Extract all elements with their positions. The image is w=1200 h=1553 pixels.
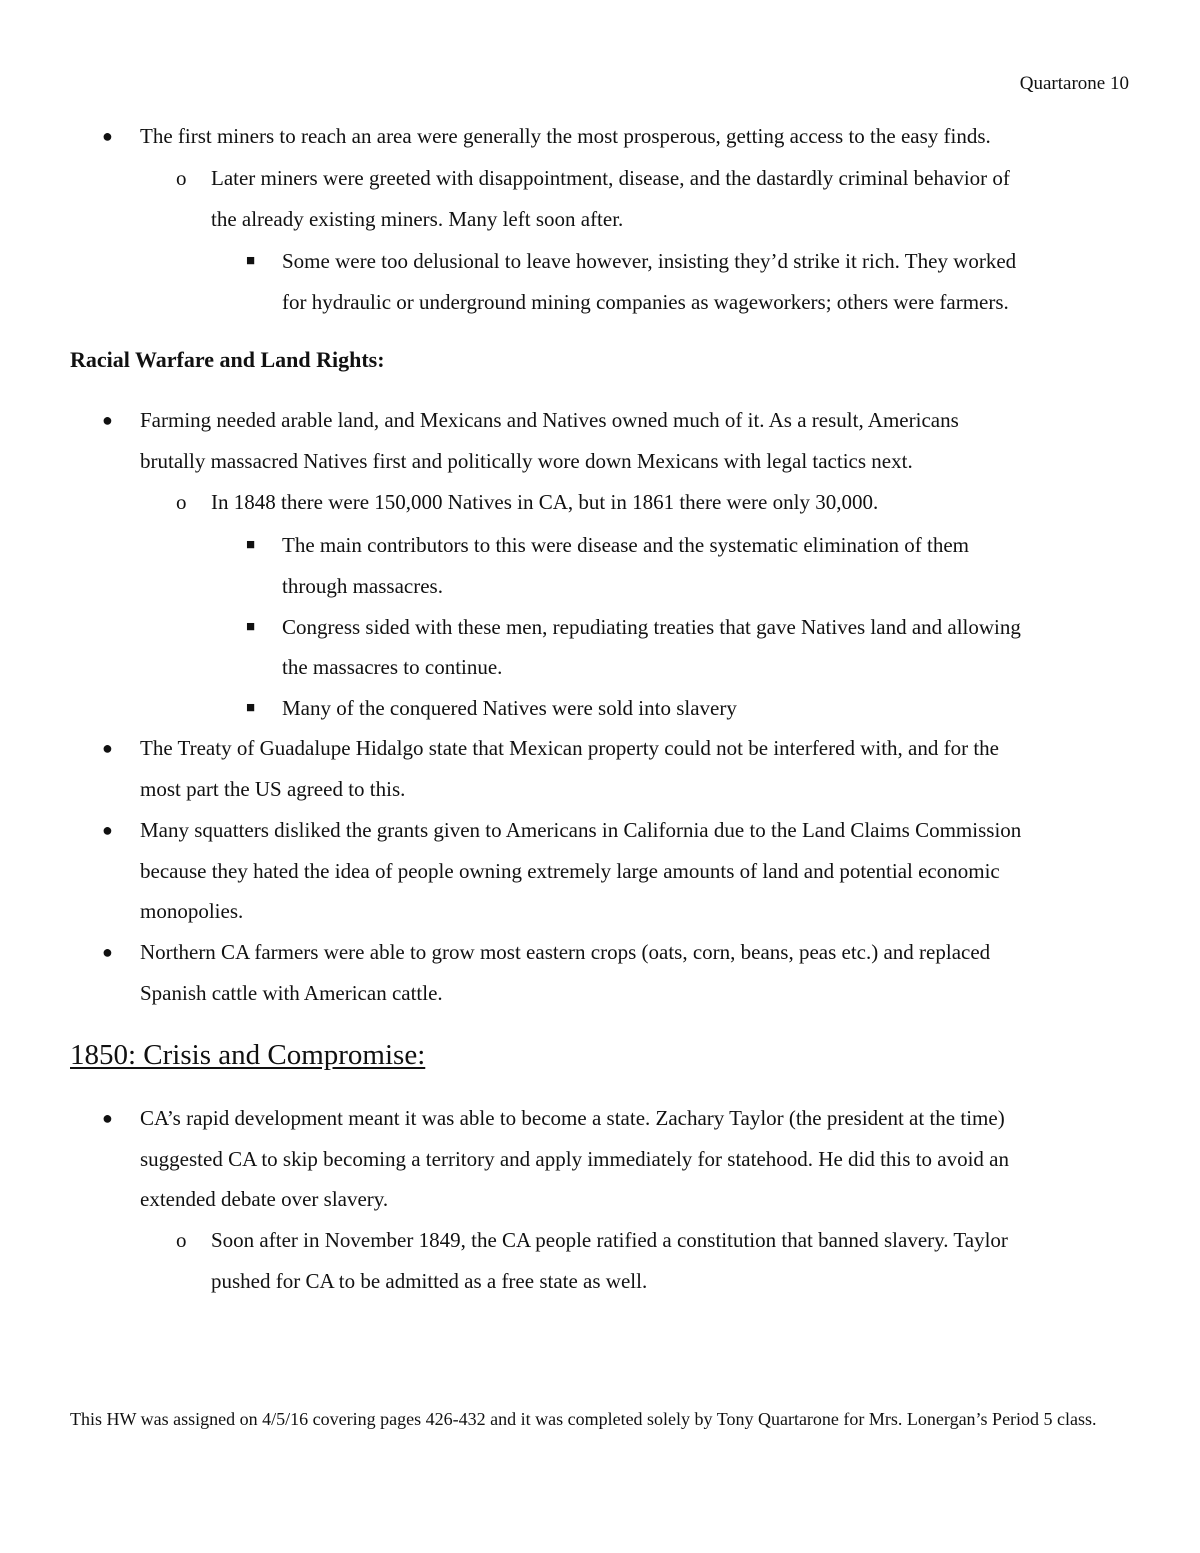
sub-sub-bullet-text: Congress sided with these men, repudiating treaties that gave Natives land and allowing <box>282 615 1021 639</box>
bullet-text: CA’s rapid development meant it was able to become a state. Zachary Taylor (the president at the time) <box>140 1106 1005 1130</box>
sub-sub-bullet-text: Some were too delusional to leave however, insisting they’d strike it rich. They worked <box>282 249 1017 273</box>
bullet-dot-icon: ● <box>102 820 113 840</box>
bullet-text: because they hated the idea of people owning extremely large amounts of land and potential economic <box>140 859 1000 883</box>
footer-note: This HW was assigned on 4/5/16 covering pages 426-432 and it was completed solely by Tony Quartarone for Mrs. Lonergan’s Period 5 class. <box>70 1409 1097 1429</box>
sub-sub-bullet-text: Many of the conquered Natives were sold into slavery <box>282 696 737 720</box>
sub-sub-bullet-text: The main contributors to this were disease and the systematic elimination of them <box>282 533 969 557</box>
sub-bullet-text: Later miners were greeted with disappointment, disease, and the dastardly criminal behavior of <box>211 166 1010 190</box>
bullet-text: brutally massacred Natives first and politically wore down Mexicans with legal tactics next. <box>140 449 913 473</box>
bullet-square-icon: ■ <box>246 700 256 716</box>
bullet-dot-icon: ● <box>102 410 113 430</box>
page-header: Quartarone 10 <box>1019 73 1129 94</box>
bullet-text: most part the US agreed to this. <box>140 777 406 801</box>
bullet-text: monopolies. <box>140 899 244 923</box>
bullet-text: suggested CA to skip becoming a territory and apply immediately for statehood. He did this to avoid an <box>140 1147 1009 1171</box>
sub-bullet-text: Soon after in November 1849, the CA people ratified a constitution that banned slavery. Taylor <box>211 1228 1008 1252</box>
sub-bullet-text: the already existing miners. Many left soon after. <box>211 207 624 231</box>
bullet-square-icon: ■ <box>246 619 256 635</box>
bullet-circle-icon: o <box>176 1228 187 1252</box>
sub-sub-bullet-text: for hydraulic or underground mining companies as wageworkers; others were farmers. <box>282 290 1009 314</box>
bullet-text: The first miners to reach an area were generally the most prosperous, getting access to the easy finds. <box>140 124 991 148</box>
bullet-dot-icon: ● <box>102 1108 113 1128</box>
bullet-dot-icon: ● <box>102 126 113 146</box>
bullet-circle-icon: o <box>176 490 187 514</box>
bullet-text: Farming needed arable land, and Mexicans and Natives owned much of it. As a result, Americans <box>140 408 959 432</box>
sub-sub-bullet-text: through massacres. <box>282 574 443 598</box>
sub-bullet-text: pushed for CA to be admitted as a free state as well. <box>211 1269 648 1293</box>
bullet-dot-icon: ● <box>102 738 113 758</box>
bullet-circle-icon: o <box>176 166 187 190</box>
section-heading-large: 1850: Crisis and Compromise: <box>70 1039 426 1071</box>
bullet-square-icon: ■ <box>246 537 256 553</box>
section-heading: Racial Warfare and Land Rights: <box>70 347 385 372</box>
bullet-text: Spanish cattle with American cattle. <box>140 981 443 1005</box>
bullet-text: Many squatters disliked the grants given to Americans in California due to the Land Claims Commission <box>140 818 1022 842</box>
sub-sub-bullet-text: the massacres to continue. <box>282 655 503 679</box>
bullet-text: The Treaty of Guadalupe Hidalgo state that Mexican property could not be interfered with, and for the <box>140 736 999 760</box>
sub-bullet-text: In 1848 there were 150,000 Natives in CA, but in 1861 there were only 30,000. <box>211 490 879 514</box>
bullet-square-icon: ■ <box>246 253 256 269</box>
bullet-text: extended debate over slavery. <box>140 1187 389 1211</box>
bullet-dot-icon: ● <box>102 942 113 962</box>
bullet-text: Northern CA farmers were able to grow most eastern crops (oats, corn, beans, peas etc.) and replaced <box>140 940 991 964</box>
